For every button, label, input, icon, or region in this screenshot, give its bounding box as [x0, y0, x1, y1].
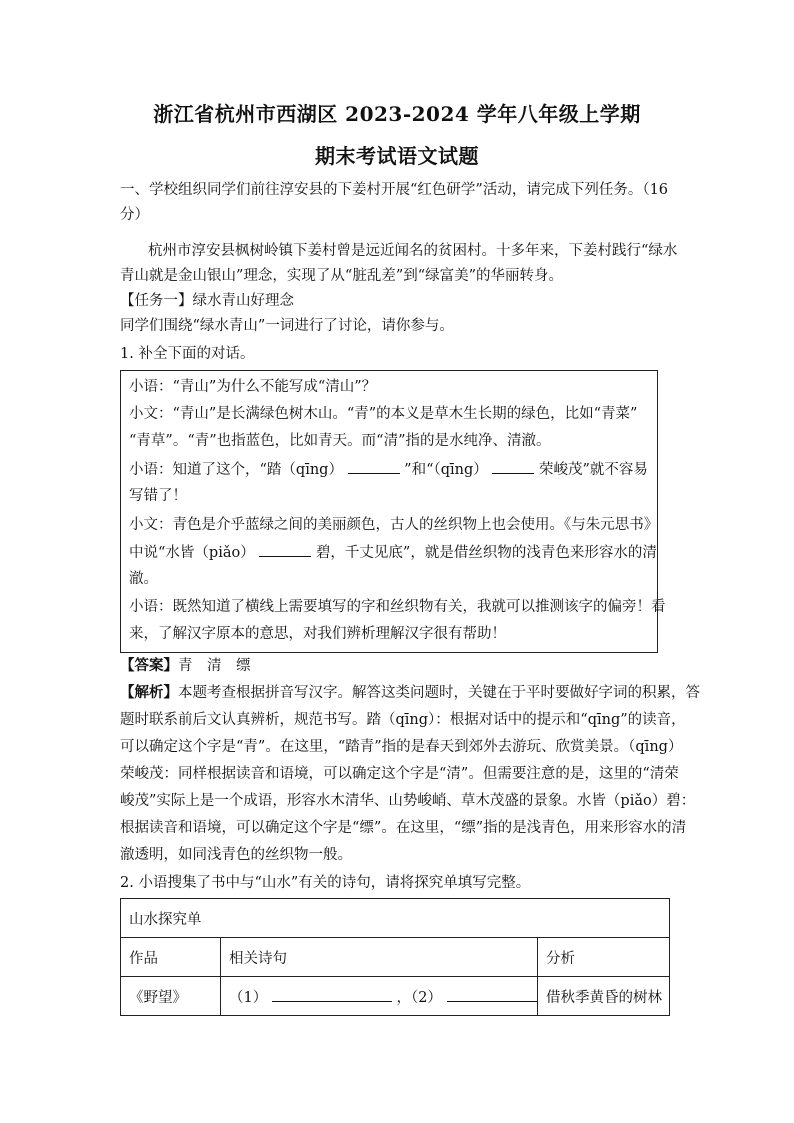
table-header: 作品: [121, 938, 221, 977]
verse-blank-2[interactable]: [447, 987, 538, 1002]
fill-blank-3[interactable]: [259, 542, 311, 557]
dialog-line: 小语：“青山”为什么不能写成“清山”？: [129, 379, 377, 395]
analysis-line: [120, 683, 700, 703]
dialog-line: 小语：既然知道了横线上需要填写的字和丝织物有关，我就可以推测该字的偏旁！看: [129, 599, 666, 615]
fill-blank-2[interactable]: [492, 459, 534, 474]
verse-marker: ，（2）: [396, 989, 442, 1006]
analysis-line: 峻茂”实际上是一个成语，形容水木清华、山势峻峭、草木茂盛的景象。水皆（piǎo）碧：: [120, 793, 696, 809]
dialog-line: 来，了解汉字原本的意思，对我们辨析理解汉字很有帮助！: [129, 626, 506, 642]
task-heading: 【任务一】绿水青山好理念: [120, 293, 294, 309]
analysis-line: 澈透明，如同浅青色的丝织物一般。: [120, 847, 352, 863]
table-cell-analysis: 借秋季黄昏的树林: [538, 977, 670, 1016]
dialog-text: ”和“（qīng）: [404, 462, 488, 478]
dialog-line: 写错了！: [129, 488, 187, 504]
table-title-row: [121, 899, 670, 938]
dialog-text: 碧，千丈见底”，就是借丝织物的浅青色来形容水的清: [315, 545, 657, 561]
dialog-line-with-blanks: [129, 459, 648, 480]
analysis-text: 本题考查根据拼音写汉字。解答这类问题时，关键在于平时要做好字词的积累，答: [178, 685, 700, 701]
table-header: 分析: [538, 938, 670, 977]
verse-blank-1[interactable]: [272, 987, 392, 1002]
dialog-line-with-blanks: [129, 542, 657, 563]
verse-marker: （1）: [229, 989, 268, 1006]
analysis-label: 【解析】: [120, 684, 178, 701]
answer-label: 【答案】: [120, 657, 178, 674]
analysis-line: 根据读音和语境，可以确定这个字是“缥”。在这里，“缥”指的是浅青色，用来形容水的清: [120, 820, 687, 836]
section-intro-cont: 分）: [120, 207, 149, 223]
analysis-line: 荣峻茂：同样根据读音和语境，可以确定这个字是“清”。但需要注意的是，这里的“清荣: [120, 766, 679, 782]
dialog-text: 中说“水皆（piǎo）: [129, 545, 255, 561]
page-subtitle: 期末考试语文试题: [315, 144, 479, 168]
table-header-row: [121, 938, 670, 977]
table-cell-work: 《野望》: [121, 977, 221, 1016]
dialog-text: 小语：知道了这个，“踏（qīng）: [129, 462, 343, 478]
section-intro: 一、学校组织同学们前往淳安县的下姜村开展“红色研学”活动，请完成下列任务。（16: [120, 182, 669, 198]
intro-paragraph-cont: 青山就是金山银山”理念，实现了从“脏乱差”到“绿富美”的华丽转身。: [120, 268, 564, 284]
dialog-box: [120, 370, 666, 653]
analysis-line: 题时联系前后文认真辨析，规范书写。踏（qīng）：根据对话中的提示和“qīng”的读音，: [120, 712, 686, 728]
analysis-line: 可以确定这个字是“青”。在这里，“踏青”指的是春天到郊外去游玩、欣赏美景。（qīng）: [120, 739, 683, 755]
dialog-text: 荣峻茂”就不容易: [539, 462, 648, 478]
question-1: 1. 补全下面的对话。: [120, 346, 255, 362]
question-2: 2. 小语搜集了书中与“山水”有关的诗句，请将探究单填写完整。: [120, 875, 531, 891]
dialog-line: 小文：青色是介乎蓝绿之间的美丽颜色，古人的丝织物上也会使用。《与朱元思书》: [129, 517, 659, 533]
dialog-line: 澈。: [129, 571, 158, 587]
table-header: 相关诗句: [221, 938, 538, 977]
dialog-line: “青草”。“青”也指蓝色，比如青天。而“清”指的是水纯净、清澈。: [129, 433, 551, 449]
fill-blank-1[interactable]: [348, 459, 400, 474]
answer-text: 青 清 缥: [178, 658, 251, 674]
dialog-line: 小文：“青山”是长满绿色树木山。“青”的本义是草木生长期的绿色，比如“青菜”: [129, 406, 638, 422]
intro-paragraph: 杭州市淳安县枫树岭镇下姜村曾是远近闻名的贫困村。十多年来，下姜村践行“绿水: [148, 243, 678, 259]
page-title: 浙江省杭州市西湖区 2023-2024 学年八年级上学期: [153, 102, 641, 126]
answer-line: [120, 656, 251, 676]
task-description: 同学们围绕“绿水青山”一词进行了讨论，请你参与。: [120, 318, 454, 334]
table-row: [121, 977, 670, 1016]
exploration-table: [120, 898, 670, 1016]
table-title: 山水探究单: [121, 899, 670, 938]
table-cell-verse: [221, 977, 538, 1016]
